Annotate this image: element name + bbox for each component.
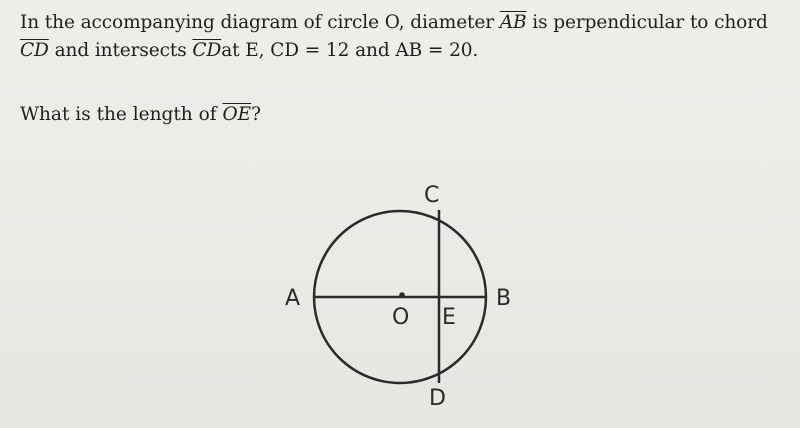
problem-line-2 [20,37,790,65]
problem-text: is perpendicular to chord [526,12,768,33]
segment-cd: $\overline{CD}$ [20,40,49,61]
problem-statement [20,9,790,65]
question-text: What is the length of [20,104,223,125]
label-d: D [429,386,446,411]
center-point-o [399,292,405,298]
question [20,101,261,129]
circle-diagram [270,175,530,420]
label-e: E [442,305,456,330]
problem-text: at E, CD = 12 and AB = 20. [221,40,479,61]
circle-diagram-svg [270,175,530,420]
label-c: C [424,183,440,208]
problem-line-1 [20,9,790,37]
segment-cd: $\overline{CD}$ [192,40,222,61]
label-b: B [496,286,512,311]
label-o: O [392,305,410,330]
segment-oe: $\overline{OE}$ [222,104,252,125]
segment-ab: $\overline{AB}$ [499,12,527,33]
problem-text: and intersects [48,40,193,61]
label-a: A [285,286,301,311]
problem-text: In the accompanying diagram of circle O, diameter [20,12,500,33]
question-mark: ? [251,104,262,125]
